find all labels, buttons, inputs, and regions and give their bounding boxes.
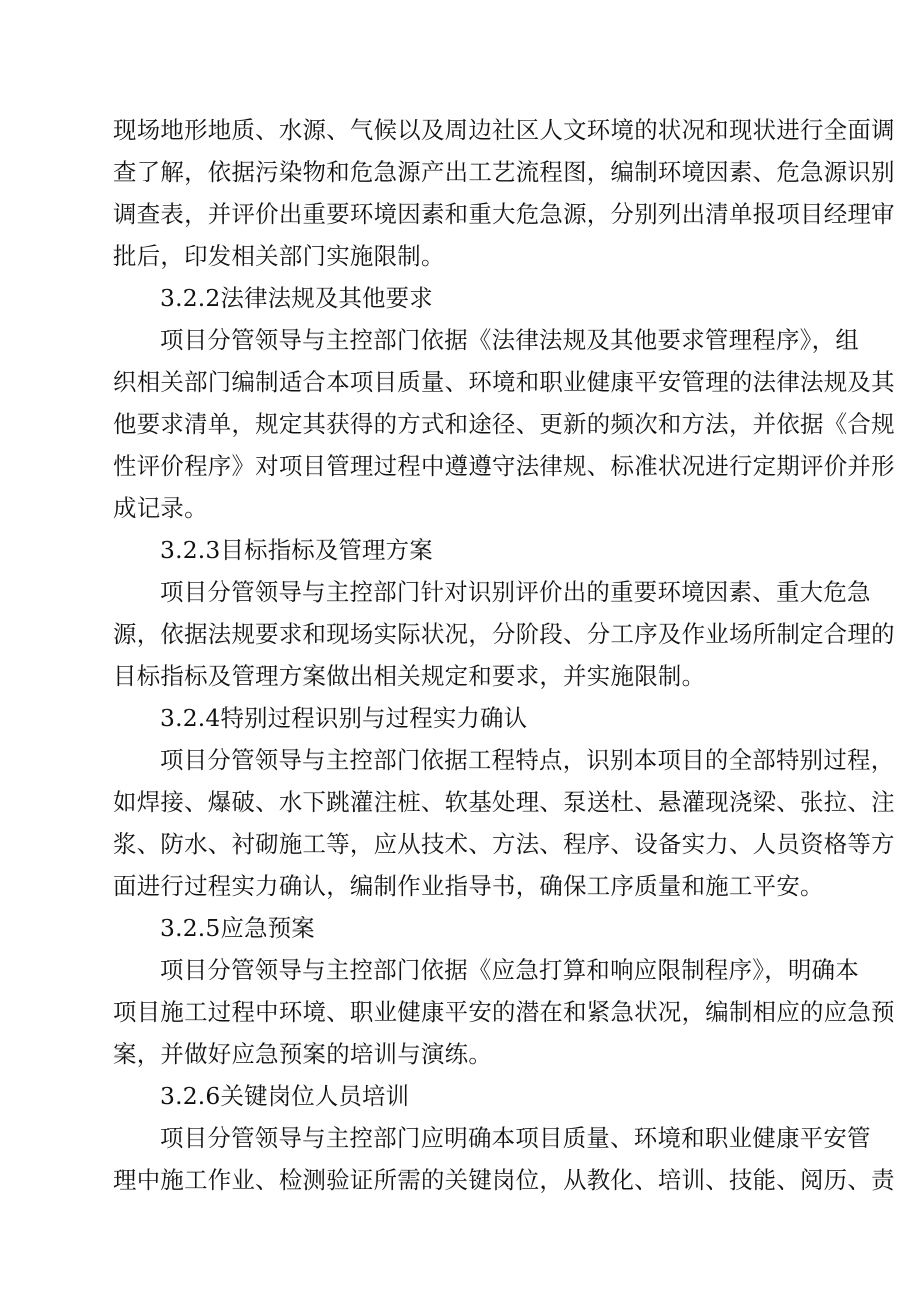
section-heading: 3.2.3目标指标及管理方案 [160, 536, 433, 564]
paragraph-line: 织相关部门编制适合本项目质量、环境和职业健康平安管理的法律法规及其 [113, 368, 895, 396]
paragraph-line: 项目分管领导与主控部门应明确本项目质量、环境和职业健康平安管 [160, 1124, 871, 1152]
paragraph-line: 成记录。 [113, 494, 208, 522]
section-heading: 3.2.2法律法规及其他要求 [160, 284, 433, 312]
section-heading: 3.2.5应急预案 [160, 914, 315, 942]
section-heading: 3.2.4特别过程识别与过程实力确认 [160, 704, 528, 732]
paragraph-line: 项目施工过程中环境、职业健康平安的潜在和紧急状况，编制相应的应急预 [113, 998, 895, 1026]
paragraph-line: 项目分管领导与主控部门依据工程特点，识别本项目的全部特别过程， [160, 746, 895, 774]
paragraph-line: 面进行过程实力确认，编制作业指导书，确保工序质量和施工平安。 [113, 872, 824, 900]
paragraph-line: 调查表，并评价出重要环境因素和重大危急源，分别列出清单报项目经理审 [113, 200, 895, 228]
paragraph-line: 他要求清单，规定其获得的方式和途径、更新的频次和方法，并依据《合规 [113, 410, 895, 438]
paragraph-line: 项目分管领导与主控部门依据《应急打算和响应限制程序》，明确本 [160, 956, 860, 984]
paragraph-line: 浆、防水、衬砌施工等，应从技术、方法、程序、设备实力、人员资格等方 [113, 830, 895, 858]
paragraph-line: 批后，印发相关部门实施限制。 [113, 242, 445, 270]
paragraph-line: 源，依据法规要求和现场实际状况，分阶段、分工序及作业场所制定合理的 [113, 620, 895, 648]
paragraph-line: 理中施工作业、检测验证所需的关键岗位，从教化、培训、技能、阅历、责 [113, 1166, 895, 1194]
paragraph-line: 性评价程序》对项目管理过程中遵遵守法律规、标准状况进行定期评价并形 [113, 452, 895, 480]
section-heading: 3.2.6关键岗位人员培训 [160, 1082, 410, 1110]
paragraph-line: 如焊接、爆破、水下跳灌注桩、软基处理、泵送杜、悬灌现浇梁、张拉、注 [113, 788, 895, 816]
paragraph-line: 现场地形地质、水源、气候以及周边社区人文环境的状况和现状进行全面调 [113, 116, 895, 144]
paragraph-line: 目标指标及管理方案做出相关规定和要求，并实施限制。 [113, 662, 706, 690]
paragraph-line: 项目分管领导与主控部门依据《法律法规及其他要求管理程序》，组 [160, 326, 860, 354]
paragraph-line: 项目分管领导与主控部门针对识别评价出的重要环境因素、重大危急 [160, 578, 871, 606]
paragraph-line: 查了解，依据污染物和危急源产出工艺流程图，编制环境因素、危急源识别 [113, 158, 895, 186]
paragraph-line: 案，并做好应急预案的培训与演练。 [113, 1040, 493, 1068]
